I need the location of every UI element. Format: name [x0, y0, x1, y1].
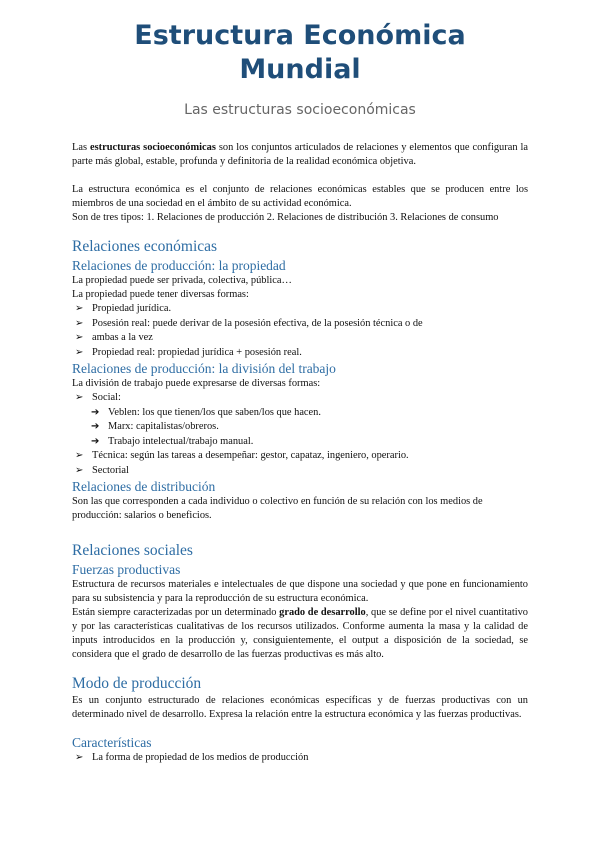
heading-division-trabajo: Relaciones de producción: la división del trabajo — [72, 361, 336, 376]
modo-produccion-paragraph: Es un conjunto estructurado de relaciones económicas específicas y de fuerzas productivas con un determinado nivel de desarrollo. Expresa la relación entre la estructura económica y las fuerzas productivas. — [72, 695, 528, 720]
list-item-text: Veblen: los que tienen/los que saben/los que hacen. — [108, 406, 321, 418]
list-item — [72, 391, 528, 406]
heading-propiedad: Relaciones de producción: la propiedad — [72, 258, 286, 273]
division-line-1: La división de trabajo puede expresarse de diversas formas: — [72, 378, 321, 389]
arrow-bullet-icon: ➢ — [75, 303, 84, 314]
heading-modo-produccion: Modo de producción — [72, 675, 202, 692]
list-item — [72, 464, 528, 479]
distribucion-paragraph: Son las que corresponden a cada individuo o colectivo en función de su relación con los medios de producción: salarios o beneficios. — [72, 496, 483, 521]
propiedad-line-1: La propiedad puede ser privada, colectiva, pública… — [72, 275, 292, 286]
fuerzas-p2-pre: Están siempre caracterizadas por un determinado — [72, 607, 280, 618]
document-subtitle: Las estructuras socioeconómicas — [184, 102, 416, 118]
list-item — [72, 406, 528, 421]
heading-relaciones-economicas: Relaciones económicas — [72, 238, 218, 255]
fuerzas-p2-post: , que se define por el nivel cuantitativo y por las características cualitativas de los recursos utilizados. Conforme aumenta la masa y la calidad de inputs introducidos en la producción y, consiguientemente, el output a disposición de la sociedad, se considera que el grado de desarrollo de las fuerzas productivas es más alto. — [72, 607, 528, 660]
list-item-text: Trabajo intelectual/trabajo manual. — [108, 435, 254, 447]
list-item — [72, 420, 528, 435]
arrow-bullet-icon: ➢ — [75, 464, 84, 476]
list-item — [72, 331, 528, 346]
list-item — [72, 435, 528, 450]
intro-p1-bold: estructuras socioeconómicas — [89, 142, 216, 153]
propiedad-line-2: La propiedad puede tener diversas formas: — [72, 289, 249, 300]
list-item — [72, 346, 528, 361]
list-item-text: ambas a la vez — [92, 332, 153, 343]
arrow-bullet-icon: ➢ — [75, 317, 84, 329]
list-item-text: Técnica: según las tareas a desempeñar: gestor, capataz, ingeniero, operario. — [92, 450, 409, 461]
caracteristicas-list — [72, 751, 528, 766]
document-title: Estructura Económica Mundial — [134, 20, 466, 85]
fuerzas-paragraph-2 — [72, 606, 528, 662]
heading-relaciones-sociales: Relaciones sociales — [72, 542, 193, 559]
arrow-bullet-icon: ➢ — [75, 346, 84, 358]
arrow-bullet-icon: ➢ — [75, 752, 84, 763]
intro-p1-post: son los conjuntos articulados de relaciones y elementos que configuran la parte más global, estable, profunda y definitoria de la realidad económica objetiva. — [72, 142, 528, 167]
list-item — [72, 449, 528, 464]
intro-paragraph-1 — [72, 141, 528, 169]
list-item — [72, 751, 528, 766]
list-item-text: Marx: capitalistas/obreros. — [108, 421, 219, 432]
heading-fuerzas-productivas: Fuerzas productivas — [72, 562, 181, 577]
list-item-text: Social: — [92, 392, 121, 403]
list-item-text: Propiedad real: propiedad jurídica + posesión real. — [92, 346, 302, 358]
list-item-text: Posesión real: puede derivar de la posesión efectiva, de la posesión técnica o de — [92, 317, 423, 329]
list-item-text: Propiedad jurídica. — [92, 303, 172, 314]
list-item-text: La forma de propiedad de los medios de producción — [92, 752, 309, 763]
division-list — [72, 391, 528, 478]
arrow-bullet-icon: ➢ — [75, 392, 84, 403]
intro-paragraph-3: Son de tres tipos: 1. Relaciones de producción 2. Relaciones de distribución 3. Relaciones de consumo — [72, 212, 499, 223]
intro-p1-pre: Las — [72, 142, 90, 153]
fuerzas-p2-bold: grado de desarrollo — [279, 607, 366, 618]
right-arrow-icon: ➔ — [91, 406, 100, 418]
list-item — [72, 302, 528, 317]
intro-paragraph-2: La estructura económica es el conjunto de relaciones económicas estables que se producen entre los miembros de una sociedad en el ámbito de su actividad económica. — [72, 184, 528, 209]
right-arrow-icon: ➔ — [91, 435, 100, 447]
list-item — [72, 317, 528, 332]
arrow-bullet-icon: ➢ — [75, 450, 84, 461]
right-arrow-icon: ➔ — [91, 421, 100, 432]
propiedad-list — [72, 302, 528, 360]
arrow-bullet-icon: ➢ — [75, 332, 84, 343]
heading-caracteristicas: Características — [72, 735, 152, 750]
fuerzas-paragraph-1: Estructura de recursos materiales e intelectuales de que dispone una sociedad y que pone en funcionamiento para su subsistencia y para la reproducción de su estructura económica. — [72, 579, 528, 604]
list-item-text: Sectorial — [92, 464, 129, 476]
heading-distribucion: Relaciones de distribución — [72, 479, 216, 494]
